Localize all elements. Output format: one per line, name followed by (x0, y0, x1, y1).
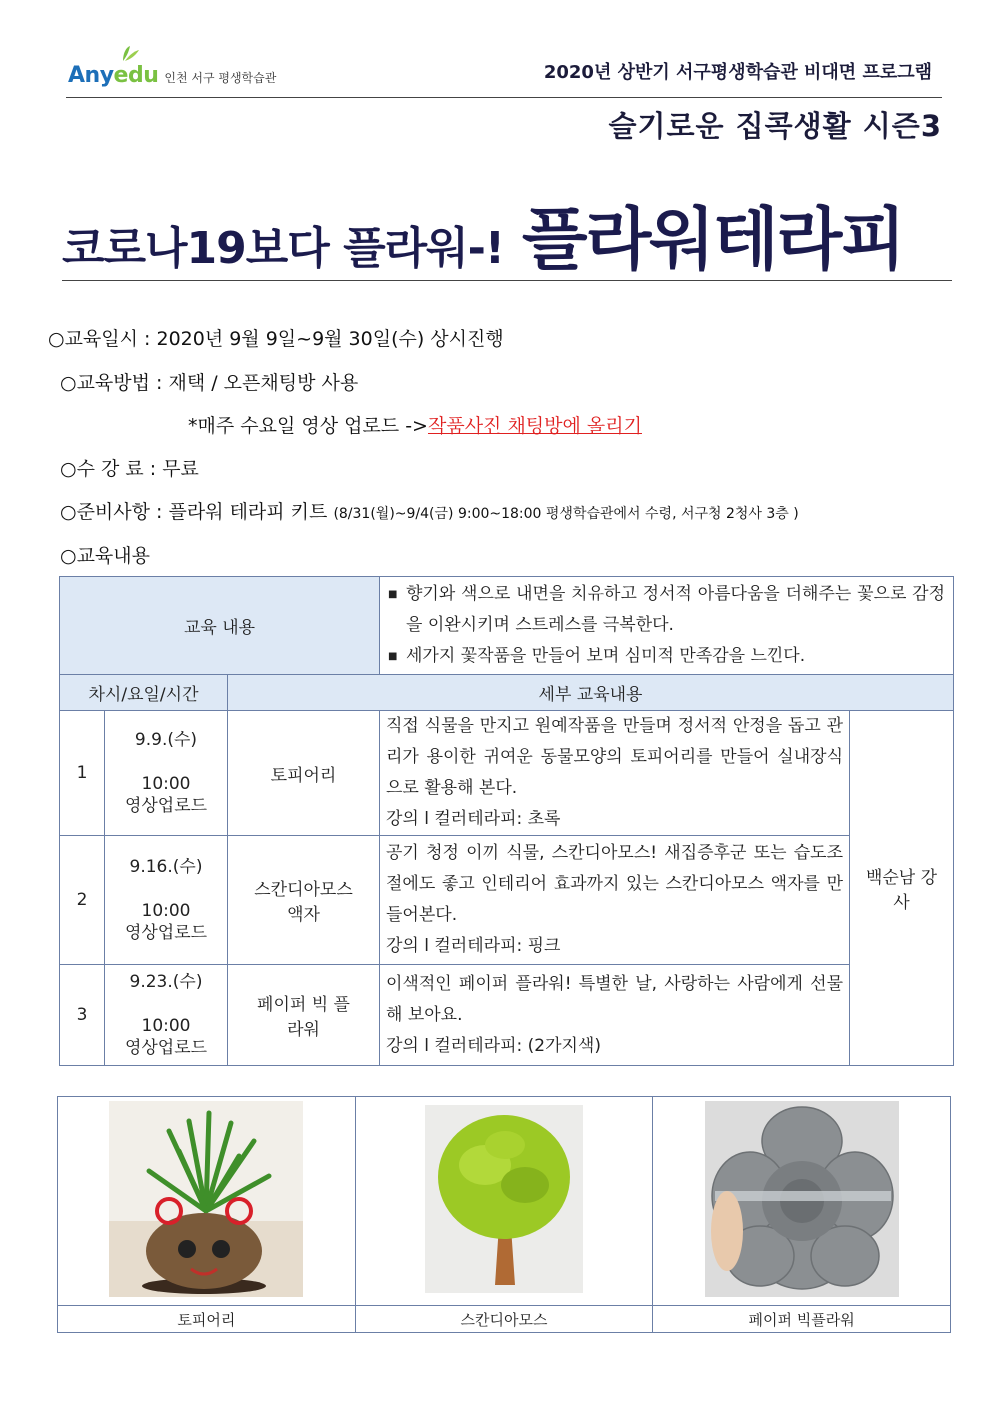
course-table (59, 576, 954, 1066)
list-item: ■ 세가지 꽃작품을 만들어 보며 심미적 만족감을 느낀다. (388, 641, 945, 672)
bullet-icon: ■ (388, 651, 398, 662)
list-item: ■ 향기와 색으로 내면을 치유하고 정서적 아름다움을 더해주는 꽃으로 감정을 이완시키며 스트레스를 극복한다. (388, 579, 945, 641)
info-upload (188, 411, 642, 438)
session-number: 3 (60, 965, 105, 1066)
info-method: ○교육방법 : 재택 / 오픈채팅방 사용 (60, 372, 359, 394)
info-fee: ○수 강 료 : 무료 (60, 458, 199, 480)
instructor-name: 백순남 강사 (850, 711, 954, 1066)
scandia-moss-photo (425, 1105, 583, 1293)
title-divider (62, 280, 952, 281)
page-title (62, 186, 962, 283)
info-date: ○교육일시 : 2020년 9월 9일~9월 30일(수) 상시진행 (48, 328, 504, 350)
session-description: 공기 청정 이끼 식물, 스칸디아모스! 새집증후군 또는 습도조절에도 좋고 인테리어 효과까지 있는 스칸디아모스 액자를 만들어본다. 강의 l 컬러테라피: 핑크 (380, 836, 850, 965)
photo-cell-topiary (58, 1097, 356, 1306)
table-row (60, 965, 954, 1066)
program-title: 2020년 상반기 서구평생학습관 비대면 프로그램 (543, 62, 932, 83)
info-prep (60, 497, 799, 524)
page-title-part1: 코로나19보다 플라워-! (62, 223, 504, 274)
logo-wordmark: Anyedu (68, 63, 159, 88)
session-number: 2 (60, 836, 105, 965)
photo-table (57, 1096, 951, 1333)
info-prep-label: ○준비사항 : 플라워 테라피 키트 (60, 501, 328, 523)
session-title: 페이퍼 빅 플라워 (228, 965, 380, 1066)
session-description: 직접 식물을 만지고 원예작품을 만들며 정서적 안정을 돕고 관리가 용이한 귀여운 동물모양의 토피어리를 만들어 실내장식으로 활용해 본다. 강의 l 컬러테라피: 초록 (380, 711, 850, 836)
logo (68, 50, 276, 90)
content-header: 교육 내용 (60, 577, 380, 675)
logo-subtitle: 인천 서구 평생학습관 (164, 71, 277, 85)
caption-paper-flower: 페이퍼 빅플라워 (653, 1306, 951, 1333)
info-prep-detail: (8/31(월)~9/4(금) 9:00~18:00 평생학습관에서 수령, 서구청 2청사 3층 ) (333, 506, 799, 522)
paper-flower-photo (705, 1101, 899, 1297)
column-header-detail: 세부 교육내용 (228, 675, 954, 711)
page-title-part2: 플라워테라피 (521, 201, 905, 280)
season-title: 슬기로운 집콕생활 시즌3 (608, 109, 942, 143)
topiary-photo (109, 1101, 303, 1297)
caption-topiary: 토피어리 (58, 1306, 356, 1333)
info-content-label: ○교육내용 (60, 545, 150, 567)
session-description: 이색적인 페이퍼 플라워! 특별한 날, 사랑하는 사람에게 선물해 보아요. 강의 l 컬러테라피: (2가지색) (380, 965, 850, 1066)
session-number: 1 (60, 711, 105, 836)
header-divider (66, 97, 942, 98)
leaf-icon (120, 44, 140, 62)
content-bullets (380, 577, 954, 675)
table-row (60, 711, 954, 836)
caption-scandia-moss: 스칸디아모스 (355, 1306, 653, 1333)
column-header-schedule: 차시/요일/시간 (60, 675, 228, 711)
photo-cell-scandia-moss (355, 1097, 653, 1306)
session-title: 스칸디아모스 액자 (228, 836, 380, 965)
bullet-icon: ■ (388, 589, 398, 600)
session-schedule: 9.23.(수) 10:00 영상업로드 (105, 965, 228, 1066)
table-row (60, 836, 954, 965)
session-schedule: 9.16.(수) 10:00 영상업로드 (105, 836, 228, 965)
info-upload-prefix: *매주 수요일 영상 업로드 -> (188, 415, 428, 437)
info-upload-highlight: 작품사진 채팅방에 올리기 (427, 415, 642, 437)
photo-cell-paper-flower (653, 1097, 951, 1306)
session-schedule: 9.9.(수) 10:00 영상업로드 (105, 711, 228, 836)
session-title: 토피어리 (228, 711, 380, 836)
